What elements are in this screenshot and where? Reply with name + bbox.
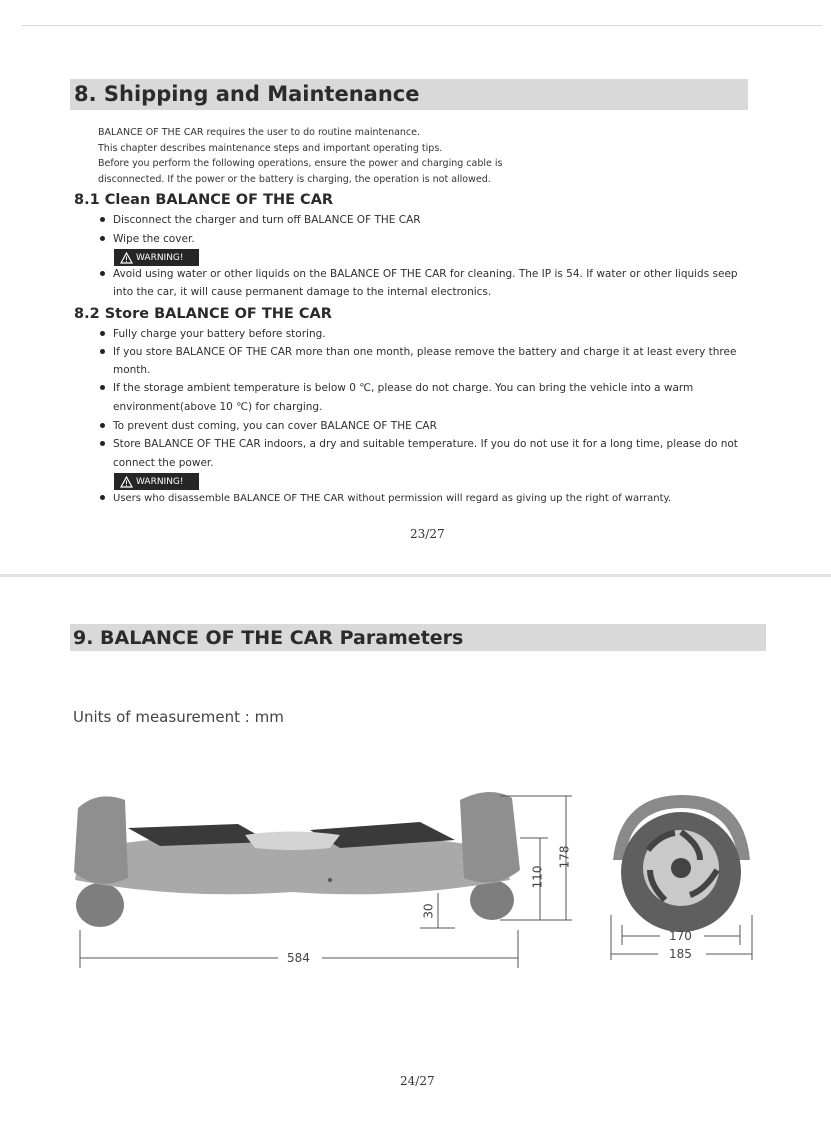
list-item: Wipe the cover. bbox=[100, 233, 195, 245]
wheel-front-view bbox=[613, 795, 750, 932]
dim-wheel-height-label: 110 bbox=[530, 865, 545, 889]
units-label: Units of measurement : mm bbox=[73, 708, 284, 726]
right-wheel bbox=[470, 880, 514, 920]
list-item: Users who disassemble BALANCE OF THE CAR without permission will regard as giving up the right of warranty. bbox=[100, 493, 671, 504]
list-item-continuation: environment(above 10 ℃) for charging. bbox=[113, 401, 323, 413]
list-item: Disconnect the charger and turn off BALANCE OF THE CAR bbox=[100, 214, 421, 226]
intro-line-4: disconnected. If the power or the battery is charging, the operation is not allowed. bbox=[98, 174, 491, 185]
list-item: If you store BALANCE OF THE CAR more than one month, please remove the battery and charge it at least every three bbox=[100, 346, 736, 358]
intro-line-3: Before you perform the following operations, ensure the power and charging cable is bbox=[98, 158, 503, 169]
hoverboard-side-view bbox=[74, 792, 520, 927]
subsection-title-store: 8.2 Store BALANCE OF THE CAR bbox=[74, 306, 332, 322]
page-number: 24/27 bbox=[400, 1074, 435, 1088]
section-title: 8. Shipping and Maintenance bbox=[74, 82, 420, 106]
dim-total-width-label: 185 bbox=[669, 947, 692, 961]
intro-line-1: BALANCE OF THE CAR requires the user to do routine maintenance. bbox=[98, 127, 421, 138]
section-title: 9. BALANCE OF THE CAR Parameters bbox=[73, 627, 464, 649]
list-item: Store BALANCE OF THE CAR indoors, a dry and suitable temperature. If you do not use it for a long time, please do not bbox=[100, 438, 738, 450]
left-wheel bbox=[76, 883, 124, 927]
warning-badge: WARNING! bbox=[114, 473, 199, 490]
dim-clearance-label: 30 bbox=[421, 903, 436, 919]
list-item: If the storage ambient temperature is below 0 ℃, please do not charge. You can bring the vehicle into a warm bbox=[100, 382, 693, 394]
list-item-continuation: month. bbox=[113, 364, 151, 376]
list-item-continuation: connect the power. bbox=[113, 457, 214, 469]
right-fender bbox=[460, 792, 520, 883]
dim-wheel-width-label: 170 bbox=[669, 929, 692, 943]
page-number: 23/27 bbox=[410, 527, 445, 541]
left-fender bbox=[74, 796, 128, 883]
center-led bbox=[245, 832, 340, 851]
dim-length-label: 584 bbox=[287, 951, 310, 965]
dim-total-height-label: 178 bbox=[557, 845, 572, 869]
list-item-continuation: into the car, it will cause permanent damage to the internal electronics. bbox=[113, 286, 492, 298]
list-item: Fully charge your battery before storing. bbox=[100, 328, 326, 340]
list-item: Avoid using water or other liquids on the BALANCE OF THE CAR for cleaning. The IP is 54. If water or other liquids seep bbox=[100, 268, 738, 280]
warning-badge: WARNING! bbox=[114, 249, 199, 266]
list-item: To prevent dust coming, you can cover BALANCE OF THE CAR bbox=[100, 420, 437, 432]
intro-line-2: This chapter describes maintenance steps and important operating tips. bbox=[98, 143, 443, 154]
subsection-title-clean: 8.1 Clean BALANCE OF THE CAR bbox=[74, 192, 334, 208]
